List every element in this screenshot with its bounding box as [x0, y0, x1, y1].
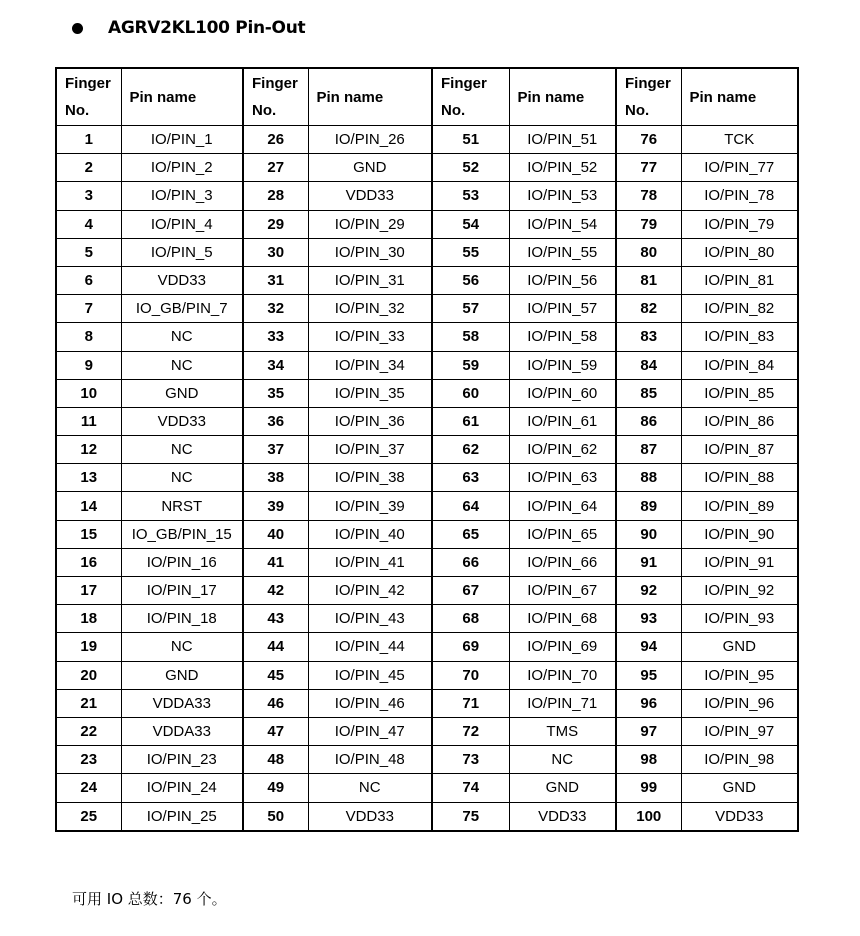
bullet-icon — [72, 23, 83, 34]
pin-name-cell: TCK — [681, 126, 798, 154]
finger-number-cell: 91 — [616, 548, 681, 576]
pin-name-cell: GND — [681, 633, 798, 661]
pin-name-cell: IO/PIN_92 — [681, 577, 798, 605]
pin-name-cell: IO/PIN_79 — [681, 210, 798, 238]
pin-name-cell: IO/PIN_66 — [509, 548, 616, 576]
pin-name-cell: IO/PIN_3 — [121, 182, 243, 210]
finger-number-cell: 43 — [243, 605, 308, 633]
pin-name-cell: IO/PIN_32 — [308, 295, 432, 323]
finger-number-cell: 98 — [616, 746, 681, 774]
pin-name-cell: VDD33 — [121, 407, 243, 435]
pin-name-cell: IO/PIN_5 — [121, 238, 243, 266]
pin-name-cell: IO/PIN_43 — [308, 605, 432, 633]
finger-number-cell: 64 — [432, 492, 509, 520]
table-row — [56, 379, 798, 407]
finger-number-cell: 94 — [616, 633, 681, 661]
pin-name-cell: GND — [308, 154, 432, 182]
finger-number-cell: 82 — [616, 295, 681, 323]
pin-name-cell: NC — [121, 436, 243, 464]
pin-name-cell: VDD33 — [121, 266, 243, 294]
pin-name-cell: GND — [121, 379, 243, 407]
pin-name-cell: IO/PIN_80 — [681, 238, 798, 266]
finger-number-cell: 100 — [616, 802, 681, 831]
finger-number-cell: 48 — [243, 746, 308, 774]
finger-number-cell: 14 — [56, 492, 121, 520]
pin-name-cell: NC — [509, 746, 616, 774]
pin-name-cell: IO/PIN_25 — [121, 802, 243, 831]
pin-name-cell: IO/PIN_52 — [509, 154, 616, 182]
heading-text: AGRV2KL100 Pin-Out — [108, 18, 306, 38]
table-row — [56, 295, 798, 323]
pin-name-cell: IO/PIN_56 — [509, 266, 616, 294]
pin-name-cell: IO/PIN_48 — [308, 746, 432, 774]
finger-number-cell: 69 — [432, 633, 509, 661]
finger-number-cell: 26 — [243, 126, 308, 154]
pin-name-cell: IO/PIN_87 — [681, 436, 798, 464]
table-row — [56, 577, 798, 605]
finger-number-cell: 63 — [432, 464, 509, 492]
pin-name-cell: TMS — [509, 717, 616, 745]
header-finger-no: Finger No. — [56, 68, 121, 126]
finger-number-cell: 47 — [243, 717, 308, 745]
header-pin-name: Pin name — [121, 68, 243, 126]
finger-number-cell: 10 — [56, 379, 121, 407]
io-count-note: 可用 IO 总数：76 个。 — [72, 890, 227, 908]
finger-number-cell: 90 — [616, 520, 681, 548]
pin-name-cell: IO/PIN_55 — [509, 238, 616, 266]
section-heading — [72, 14, 305, 42]
pin-name-cell: IO/PIN_51 — [509, 126, 616, 154]
finger-number-cell: 67 — [432, 577, 509, 605]
pin-name-cell: IO/PIN_41 — [308, 548, 432, 576]
finger-number-cell: 59 — [432, 351, 509, 379]
finger-number-cell: 12 — [56, 436, 121, 464]
table-row — [56, 774, 798, 802]
pin-name-cell: IO/PIN_83 — [681, 323, 798, 351]
finger-number-cell: 51 — [432, 126, 509, 154]
finger-number-cell: 20 — [56, 661, 121, 689]
pin-name-cell: IO/PIN_88 — [681, 464, 798, 492]
finger-number-cell: 56 — [432, 266, 509, 294]
finger-number-cell: 6 — [56, 266, 121, 294]
pin-name-cell: IO/PIN_36 — [308, 407, 432, 435]
table-row — [56, 605, 798, 633]
finger-number-cell: 60 — [432, 379, 509, 407]
pin-name-cell: VDD33 — [681, 802, 798, 831]
pin-name-cell: IO/PIN_4 — [121, 210, 243, 238]
table-row — [56, 746, 798, 774]
table-row — [56, 210, 798, 238]
table-row — [56, 633, 798, 661]
finger-number-cell: 73 — [432, 746, 509, 774]
finger-number-cell: 15 — [56, 520, 121, 548]
table-row — [56, 436, 798, 464]
pin-name-cell: IO/PIN_85 — [681, 379, 798, 407]
pin-name-cell: IO/PIN_45 — [308, 661, 432, 689]
pin-name-cell: IO/PIN_81 — [681, 266, 798, 294]
pin-name-cell: IO/PIN_58 — [509, 323, 616, 351]
pin-name-cell: IO/PIN_2 — [121, 154, 243, 182]
pin-name-cell: IO/PIN_68 — [509, 605, 616, 633]
pin-name-cell: IO/PIN_16 — [121, 548, 243, 576]
pin-name-cell: IO/PIN_53 — [509, 182, 616, 210]
finger-number-cell: 21 — [56, 689, 121, 717]
pin-name-cell: VDD33 — [308, 182, 432, 210]
finger-number-cell: 66 — [432, 548, 509, 576]
finger-number-cell: 85 — [616, 379, 681, 407]
pin-name-cell: IO/PIN_46 — [308, 689, 432, 717]
finger-number-cell: 35 — [243, 379, 308, 407]
finger-number-cell: 50 — [243, 802, 308, 831]
pin-name-cell: IO/PIN_61 — [509, 407, 616, 435]
pin-name-cell: IO/PIN_33 — [308, 323, 432, 351]
pin-name-cell: VDDA33 — [121, 689, 243, 717]
table-row — [56, 492, 798, 520]
pin-name-cell: NC — [308, 774, 432, 802]
table-row — [56, 689, 798, 717]
finger-number-cell: 78 — [616, 182, 681, 210]
finger-number-cell: 23 — [56, 746, 121, 774]
finger-number-cell: 8 — [56, 323, 121, 351]
finger-number-cell: 45 — [243, 661, 308, 689]
finger-number-cell: 17 — [56, 577, 121, 605]
pin-name-cell: GND — [681, 774, 798, 802]
header-finger-no: Finger No. — [616, 68, 681, 126]
finger-number-cell: 89 — [616, 492, 681, 520]
pin-name-cell: IO/PIN_95 — [681, 661, 798, 689]
header-pin-name: Pin name — [308, 68, 432, 126]
pin-name-cell: IO/PIN_89 — [681, 492, 798, 520]
table-row — [56, 154, 798, 182]
pin-name-cell: IO_GB/PIN_15 — [121, 520, 243, 548]
header-finger-no: Finger No. — [243, 68, 308, 126]
pin-name-cell: IO_GB/PIN_7 — [121, 295, 243, 323]
finger-number-cell: 24 — [56, 774, 121, 802]
finger-number-cell: 33 — [243, 323, 308, 351]
header-pin-name: Pin name — [509, 68, 616, 126]
finger-number-cell: 92 — [616, 577, 681, 605]
pin-name-cell: IO/PIN_77 — [681, 154, 798, 182]
pin-name-cell: IO/PIN_93 — [681, 605, 798, 633]
finger-number-cell: 74 — [432, 774, 509, 802]
pin-name-cell: IO/PIN_37 — [308, 436, 432, 464]
finger-number-cell: 25 — [56, 802, 121, 831]
finger-number-cell: 84 — [616, 351, 681, 379]
pinout-table-body — [56, 126, 798, 831]
pin-name-cell: IO/PIN_62 — [509, 436, 616, 464]
finger-number-cell: 65 — [432, 520, 509, 548]
pin-name-cell: IO/PIN_96 — [681, 689, 798, 717]
table-row — [56, 126, 798, 154]
finger-number-cell: 4 — [56, 210, 121, 238]
finger-number-cell: 38 — [243, 464, 308, 492]
table-row — [56, 238, 798, 266]
table-row — [56, 717, 798, 745]
pin-name-cell: IO/PIN_69 — [509, 633, 616, 661]
table-row — [56, 266, 798, 294]
finger-number-cell: 41 — [243, 548, 308, 576]
pin-name-cell: IO/PIN_30 — [308, 238, 432, 266]
pinout-table — [55, 67, 799, 832]
finger-number-cell: 80 — [616, 238, 681, 266]
finger-number-cell: 53 — [432, 182, 509, 210]
finger-number-cell: 61 — [432, 407, 509, 435]
pin-name-cell: IO/PIN_59 — [509, 351, 616, 379]
finger-number-cell: 76 — [616, 126, 681, 154]
header-finger-no: Finger No. — [432, 68, 509, 126]
pin-name-cell: IO/PIN_65 — [509, 520, 616, 548]
pin-name-cell: IO/PIN_26 — [308, 126, 432, 154]
finger-number-cell: 3 — [56, 182, 121, 210]
table-row — [56, 520, 798, 548]
finger-number-cell: 87 — [616, 436, 681, 464]
pin-name-cell: IO/PIN_34 — [308, 351, 432, 379]
pin-name-cell: IO/PIN_54 — [509, 210, 616, 238]
finger-number-cell: 7 — [56, 295, 121, 323]
table-row — [56, 802, 798, 831]
header-row — [56, 68, 798, 126]
pin-name-cell: NC — [121, 464, 243, 492]
finger-number-cell: 37 — [243, 436, 308, 464]
finger-number-cell: 88 — [616, 464, 681, 492]
pin-name-cell: IO/PIN_40 — [308, 520, 432, 548]
finger-number-cell: 44 — [243, 633, 308, 661]
finger-number-cell: 95 — [616, 661, 681, 689]
finger-number-cell: 2 — [56, 154, 121, 182]
pin-name-cell: IO/PIN_17 — [121, 577, 243, 605]
pin-name-cell: IO/PIN_44 — [308, 633, 432, 661]
pin-name-cell: IO/PIN_67 — [509, 577, 616, 605]
pin-name-cell: NRST — [121, 492, 243, 520]
pin-name-cell: IO/PIN_78 — [681, 182, 798, 210]
finger-number-cell: 31 — [243, 266, 308, 294]
finger-number-cell: 46 — [243, 689, 308, 717]
finger-number-cell: 29 — [243, 210, 308, 238]
finger-number-cell: 96 — [616, 689, 681, 717]
pin-name-cell: IO/PIN_18 — [121, 605, 243, 633]
finger-number-cell: 36 — [243, 407, 308, 435]
pin-name-cell: IO/PIN_29 — [308, 210, 432, 238]
table-row — [56, 548, 798, 576]
pin-name-cell: IO/PIN_82 — [681, 295, 798, 323]
finger-number-cell: 58 — [432, 323, 509, 351]
finger-number-cell: 42 — [243, 577, 308, 605]
header-pin-name: Pin name — [681, 68, 798, 126]
finger-number-cell: 52 — [432, 154, 509, 182]
finger-number-cell: 13 — [56, 464, 121, 492]
table-row — [56, 407, 798, 435]
finger-number-cell: 75 — [432, 802, 509, 831]
pin-name-cell: IO/PIN_31 — [308, 266, 432, 294]
pin-name-cell: IO/PIN_71 — [509, 689, 616, 717]
finger-number-cell: 5 — [56, 238, 121, 266]
pin-name-cell: IO/PIN_24 — [121, 774, 243, 802]
pin-name-cell: NC — [121, 633, 243, 661]
finger-number-cell: 19 — [56, 633, 121, 661]
finger-number-cell: 22 — [56, 717, 121, 745]
finger-number-cell: 11 — [56, 407, 121, 435]
finger-number-cell: 70 — [432, 661, 509, 689]
finger-number-cell: 9 — [56, 351, 121, 379]
finger-number-cell: 27 — [243, 154, 308, 182]
pin-name-cell: GND — [121, 661, 243, 689]
pin-name-cell: IO/PIN_1 — [121, 126, 243, 154]
pin-name-cell: IO/PIN_84 — [681, 351, 798, 379]
pin-name-cell: IO/PIN_64 — [509, 492, 616, 520]
finger-number-cell: 28 — [243, 182, 308, 210]
pin-name-cell: VDD33 — [308, 802, 432, 831]
pin-name-cell: IO/PIN_57 — [509, 295, 616, 323]
pin-name-cell: IO/PIN_35 — [308, 379, 432, 407]
finger-number-cell: 77 — [616, 154, 681, 182]
finger-number-cell: 39 — [243, 492, 308, 520]
finger-number-cell: 34 — [243, 351, 308, 379]
pin-name-cell: IO/PIN_86 — [681, 407, 798, 435]
finger-number-cell: 40 — [243, 520, 308, 548]
pin-name-cell: VDD33 — [509, 802, 616, 831]
finger-number-cell: 93 — [616, 605, 681, 633]
finger-number-cell: 97 — [616, 717, 681, 745]
finger-number-cell: 1 — [56, 126, 121, 154]
finger-number-cell: 16 — [56, 548, 121, 576]
pin-name-cell: IO/PIN_38 — [308, 464, 432, 492]
pin-name-cell: IO/PIN_39 — [308, 492, 432, 520]
finger-number-cell: 71 — [432, 689, 509, 717]
pin-name-cell: IO/PIN_42 — [308, 577, 432, 605]
finger-number-cell: 57 — [432, 295, 509, 323]
pin-name-cell: IO/PIN_63 — [509, 464, 616, 492]
finger-number-cell: 55 — [432, 238, 509, 266]
pin-name-cell: IO/PIN_70 — [509, 661, 616, 689]
pin-name-cell: IO/PIN_98 — [681, 746, 798, 774]
finger-number-cell: 54 — [432, 210, 509, 238]
finger-number-cell: 72 — [432, 717, 509, 745]
finger-number-cell: 83 — [616, 323, 681, 351]
pin-name-cell: GND — [509, 774, 616, 802]
pin-name-cell: NC — [121, 323, 243, 351]
pin-name-cell: VDDA33 — [121, 717, 243, 745]
finger-number-cell: 62 — [432, 436, 509, 464]
pin-name-cell: IO/PIN_91 — [681, 548, 798, 576]
pin-name-cell: IO/PIN_47 — [308, 717, 432, 745]
finger-number-cell: 32 — [243, 295, 308, 323]
table-row — [56, 464, 798, 492]
pin-name-cell: IO/PIN_97 — [681, 717, 798, 745]
finger-number-cell: 81 — [616, 266, 681, 294]
pin-name-cell: NC — [121, 351, 243, 379]
table-row — [56, 351, 798, 379]
finger-number-cell: 86 — [616, 407, 681, 435]
pin-name-cell: IO/PIN_60 — [509, 379, 616, 407]
pin-name-cell: IO/PIN_23 — [121, 746, 243, 774]
finger-number-cell: 79 — [616, 210, 681, 238]
table-row — [56, 661, 798, 689]
pin-name-cell: IO/PIN_90 — [681, 520, 798, 548]
finger-number-cell: 30 — [243, 238, 308, 266]
table-row — [56, 323, 798, 351]
finger-number-cell: 68 — [432, 605, 509, 633]
finger-number-cell: 99 — [616, 774, 681, 802]
finger-number-cell: 49 — [243, 774, 308, 802]
finger-number-cell: 18 — [56, 605, 121, 633]
table-row — [56, 182, 798, 210]
